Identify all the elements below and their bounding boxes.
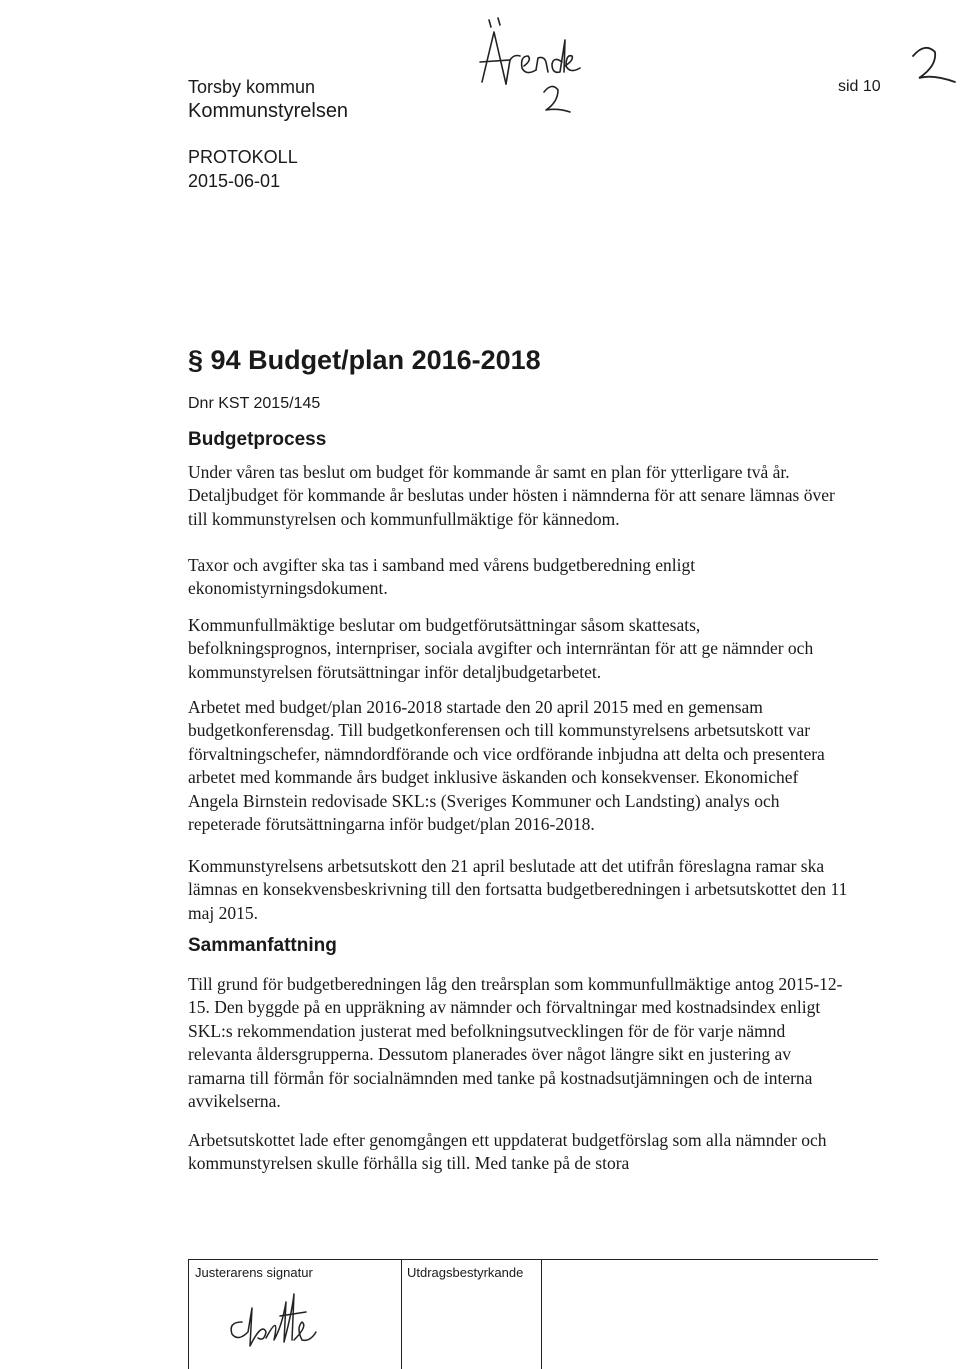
paragraph: Arbetet med budget/plan 2016-2018 startade den 20 april 2015 med en gemensam budgetkonferensdag. Till budgetkonferensen och till kommunstyrelsens arbetsutskott var förvaltningschefer, nämndordförande och vice ordförande inbjudna att delta och presentera arbetet med kommande års budget inklusive äskanden och konsekvenser. Ekonomichef Angela Birnstein redovisade SKL:s (Sveriges Kommuner och Landsting) analys och repeterade förutsättningarna inför budget/plan 2016-2018. [188,697,825,835]
paragraph: Taxor och avgifter ska tas i samband med vårens budgetberedning enligt ekonomistyrningsdokument. [188,555,696,599]
org-name: Torsby kommun [188,77,316,97]
section-title [188,343,541,377]
section-symbol: § [188,345,204,375]
page-number: sid 10 [838,78,881,95]
handwritten-page-number [905,42,960,92]
paragraph: Under våren tas beslut om budget för kommande år samt en plan för ytterligare två år. Detaljbudget för kommande år beslutas under hösten i nämnderna för att senare lämnas över till kommunstyrelsen och kommunfullmäktige för kännedom. [188,462,835,529]
paragraph: Kommunstyrelsens arbetsutskott den 21 april beslutade att det utifrån föreslagna ramar ska lämnas en konsekvensbeskrivning till den fortsatta budgetberedningen i arbetsutskottet den 11 maj 2015. [188,856,848,923]
section-title-text: 94 Budget/plan 2016-2018 [210,345,541,375]
meeting-date: 2015-06-01 [188,171,281,191]
board-name: Kommunstyrelsen [188,100,349,122]
extract-label: Utdragsbestyrkande [407,1265,524,1280]
signature-label: Justerarens signatur [195,1265,313,1280]
paragraph: Arbetsutskottet lade efter genomgången ett uppdaterat budgetförslag som alla nämnder och kommunstyrelsen skulle förhålla sig till. Med tanke på de stora [188,1130,827,1174]
heading-budgetprocess: Budgetprocess [188,429,327,450]
paragraph: Till grund för budgetberedningen låg den treårsplan som kommunfullmäktige antog 2015-12-15. Den byggde på en uppräkning av nämnder och förvaltningar med kostnadsindex enligt SKL:s rekommendation justerat med befolkningsutvecklingen för de för varje nämnd relevanta åldersgrupperna. Dessutom planerades över något längre sikt en justering av ramarna till förmån för socialnämnden med tanke på kostnadsutjämningen och de interna avvikelserna. [188,974,843,1112]
document-type: PROTOKOLL [188,147,298,167]
heading-sammanfattning: Sammanfattning [188,935,337,956]
handwritten-signature [222,1282,322,1362]
paragraph: Kommunfullmäktige beslutar om budgetförutsättningar såsom skattesats, befolkningsprognos, internpriser, sociala avgifter och internräntan för att ge nämnder och kommunstyrelsen förutsättningar inför detaljbudgetarbetet. [188,615,814,682]
case-number: Dnr KST 2015/145 [188,395,321,412]
handwritten-arende-note [470,10,580,125]
